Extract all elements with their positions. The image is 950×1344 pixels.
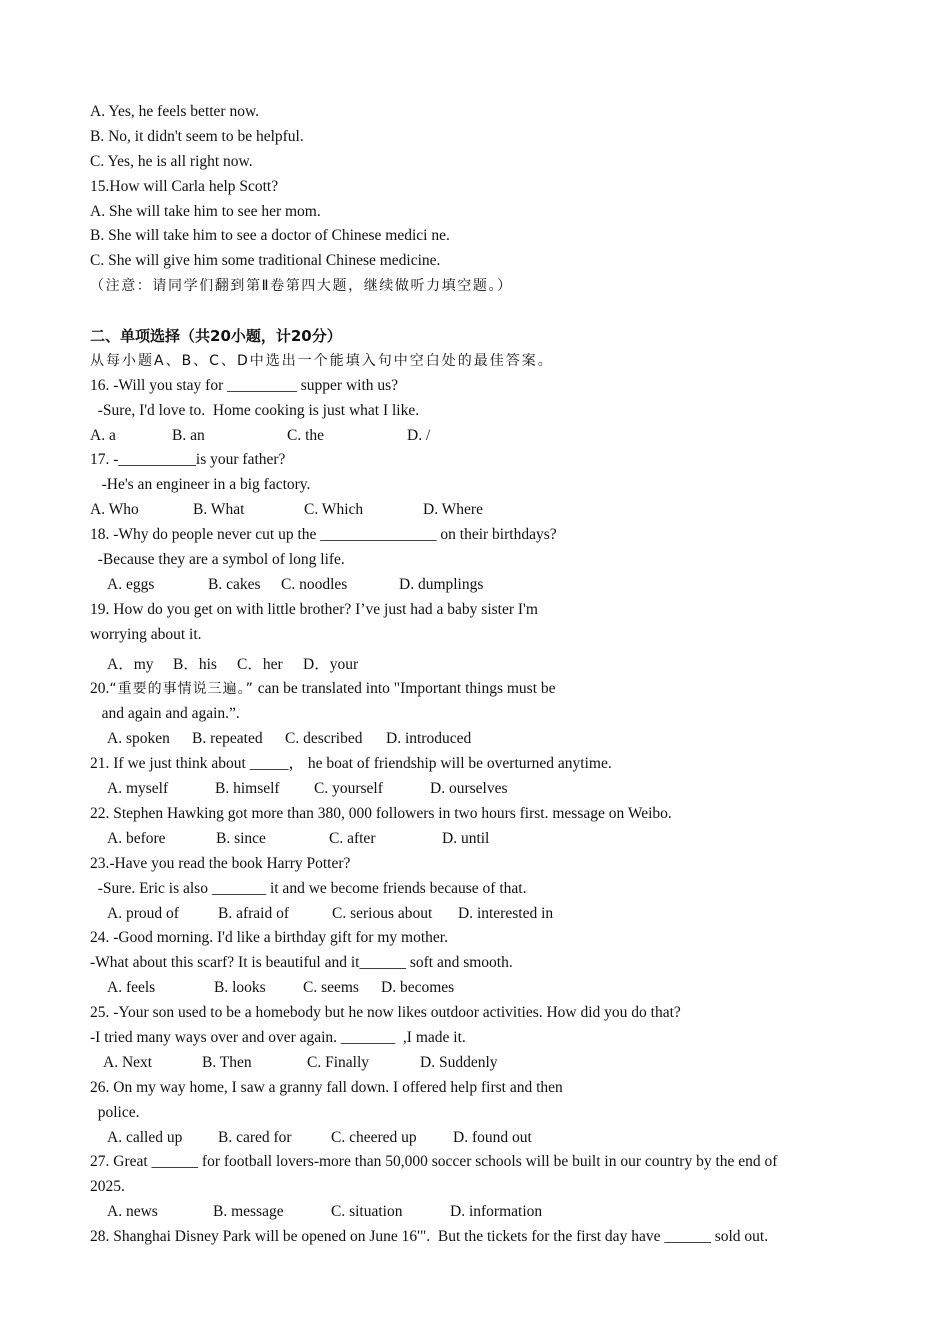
q16-line-1: 16. -Will you stay for _________ supper with us?	[90, 376, 399, 394]
q14-option-b: B. No, it didn't seem to be helpful.	[90, 127, 304, 145]
listening-note: （注意：请同学们翻到第Ⅱ卷第四大题，继续做听力填空题。）	[90, 278, 513, 295]
q26-option-d: D. found out	[453, 1128, 532, 1146]
q19-options	[90, 653, 850, 678]
q23-option-b: B. afraid of	[218, 904, 290, 922]
q20-line-1	[90, 677, 850, 702]
q18-option-d: D. dumplings	[399, 575, 484, 593]
q21-option-c: C. yourself	[314, 780, 383, 798]
q16-line-2: -Sure, I'd love to. Home cooking is just what I like.	[90, 401, 420, 419]
q25-line-1: 25. -Your son used to be a homebody but he now likes outdoor activities. How did you do that?	[90, 1004, 681, 1022]
q17-option-c: C. Which	[304, 501, 364, 519]
q19-line-1: 19. How do you get on with little brother? I’ve just had a baby sister I'm	[90, 600, 538, 618]
q27-option-a: A. news	[107, 1203, 158, 1221]
q22-option-d: D. until	[442, 829, 490, 847]
q18-option-c: C. noodles	[281, 575, 348, 593]
q21-option-b: B. himself	[215, 780, 280, 798]
q20-chinese-quote: “重要的事情说三遍。”	[109, 681, 254, 698]
section-title: 二、单项选择（共20小题，计20分）	[90, 327, 342, 346]
q23-option-d: D. interested in	[458, 904, 554, 922]
q16-option-d: D. /	[407, 426, 431, 444]
q24-line-1: 24. -Good morning. I'd like a birthday gift for my mother.	[90, 929, 448, 947]
q19-option-b: B．his	[173, 655, 217, 673]
q20-option-c: C. described	[285, 730, 363, 748]
q15-option-a: A. She will take him to see her mom.	[90, 202, 321, 220]
q24-option-a: A. feels	[107, 979, 156, 997]
q19-option-c: C．her	[237, 655, 283, 673]
q20-line-1-rest: can be translated into "Important things must be	[253, 680, 556, 698]
q20-option-a: A. spoken	[107, 730, 170, 748]
q25-option-b: B. Then	[202, 1053, 252, 1071]
q22-option-a: A. before	[107, 829, 166, 847]
q24-option-b: B. looks	[214, 979, 266, 997]
q17-line-2: -He's an engineer in a big factory.	[90, 476, 311, 494]
q22-option-b: B. since	[216, 829, 266, 847]
q25-option-d: D. Suddenly	[420, 1053, 498, 1071]
q20-line-2: and again and again.”.	[90, 705, 240, 723]
q18-line-1: 18. -Why do people never cut up the _______________ on their birthdays?	[90, 526, 557, 544]
q18-options	[90, 573, 850, 598]
q21-option-a: A. myself	[107, 780, 169, 798]
q26-options	[90, 1126, 850, 1151]
q20-option-d: D. introduced	[386, 730, 472, 748]
q19-line-2: worrying about it.	[90, 625, 202, 643]
q20-options	[90, 727, 850, 752]
exam-page	[90, 100, 850, 1250]
q22-line-1: 22. Stephen Hawking got more than 380, 000 followers in two hours first. message on Weibo.	[90, 804, 672, 822]
q28-line-1: 28. Shanghai Disney Park will be opened on June 16'". But the tickets for the first day have ______ sold out.	[90, 1228, 769, 1246]
q18-option-a: A. eggs	[107, 575, 155, 593]
q23-options	[90, 902, 850, 927]
q15-option-b: B. She will take him to see a doctor of Chinese medici ne.	[90, 227, 450, 245]
q27-line-2: 2025.	[90, 1178, 125, 1196]
q17-option-a: A. Who	[90, 501, 139, 519]
q21-line-1: 21. If we just think about _____， he boat of friendship will be overturned anytime.	[90, 755, 612, 773]
q21-option-d: D. ourselves	[430, 780, 508, 798]
q24-options	[90, 976, 850, 1001]
q17-line-1: 17. -__________is your father?	[90, 451, 286, 469]
q22-option-c: C. after	[329, 829, 376, 847]
section-instruction: 从每小题A、B、C、D中选出一个能填入句中空白处的最佳答案。	[90, 352, 554, 369]
q23-line-1: 23.-Have you read the book Harry Potter?	[90, 854, 351, 872]
q25-line-2: -I tried many ways over and over again. _______ ,I made it.	[90, 1028, 466, 1046]
q23-line-2: -Sure. Eric is also _______ it and we become friends because of that.	[90, 879, 527, 897]
q20-option-b: B. repeated	[192, 730, 263, 748]
q26-line-2: police.	[90, 1103, 140, 1121]
q18-line-2: -Because they are a symbol of long life.	[90, 551, 345, 569]
q22-options	[90, 827, 850, 852]
q16-option-b: B. an	[172, 426, 205, 444]
q16-options	[90, 424, 850, 449]
q25-options	[90, 1051, 850, 1076]
q19-option-a: A．my	[107, 655, 154, 673]
q25-option-a: A. Next	[103, 1053, 153, 1071]
q15-option-c: C. She will give him some traditional Chinese medicine.	[90, 252, 441, 270]
q16-option-a: A. a	[90, 426, 116, 444]
q27-option-c: C. situation	[331, 1203, 403, 1221]
q26-line-1: 26. On my way home, I saw a granny fall down. I offered help first and then	[90, 1078, 563, 1096]
q23-option-c: C. serious about	[332, 904, 433, 922]
q17-option-d: D. Where	[423, 501, 483, 519]
q27-option-b: B. message	[213, 1203, 284, 1221]
q16-option-c: C. the	[287, 426, 325, 444]
q15-stem: 15.How will Carla help Scott?	[90, 177, 279, 195]
q27-line-1: 27. Great ______ for football lovers-more than 50,000 soccer schools will be built in our country by the end of	[90, 1153, 778, 1171]
q24-line-2: -What about this scarf? It is beautiful and it______ soft and smooth.	[90, 954, 513, 972]
q26-option-c: C. cheered up	[331, 1128, 417, 1146]
q24-option-d: D. becomes	[381, 979, 455, 997]
q26-option-b: B. cared for	[218, 1128, 292, 1146]
q18-option-b: B. cakes	[208, 575, 261, 593]
q14-option-a: A. Yes, he feels better now.	[90, 103, 260, 120]
q26-option-a: A. called up	[107, 1128, 183, 1146]
q14-option-c: C. Yes, he is all right now.	[90, 152, 253, 170]
q24-option-c: C. seems	[303, 979, 359, 997]
q23-option-a: A. proud of	[107, 904, 179, 922]
q17-options	[90, 498, 850, 523]
q19-option-d: D．your	[303, 655, 359, 673]
q27-options	[90, 1200, 850, 1225]
spacer	[90, 299, 850, 324]
q17-option-b: B. What	[193, 501, 245, 519]
q21-options	[90, 777, 850, 802]
q27-option-d: D. information	[450, 1203, 543, 1221]
q20-number: 20.	[90, 680, 110, 698]
q25-option-c: C. Finally	[307, 1053, 370, 1071]
